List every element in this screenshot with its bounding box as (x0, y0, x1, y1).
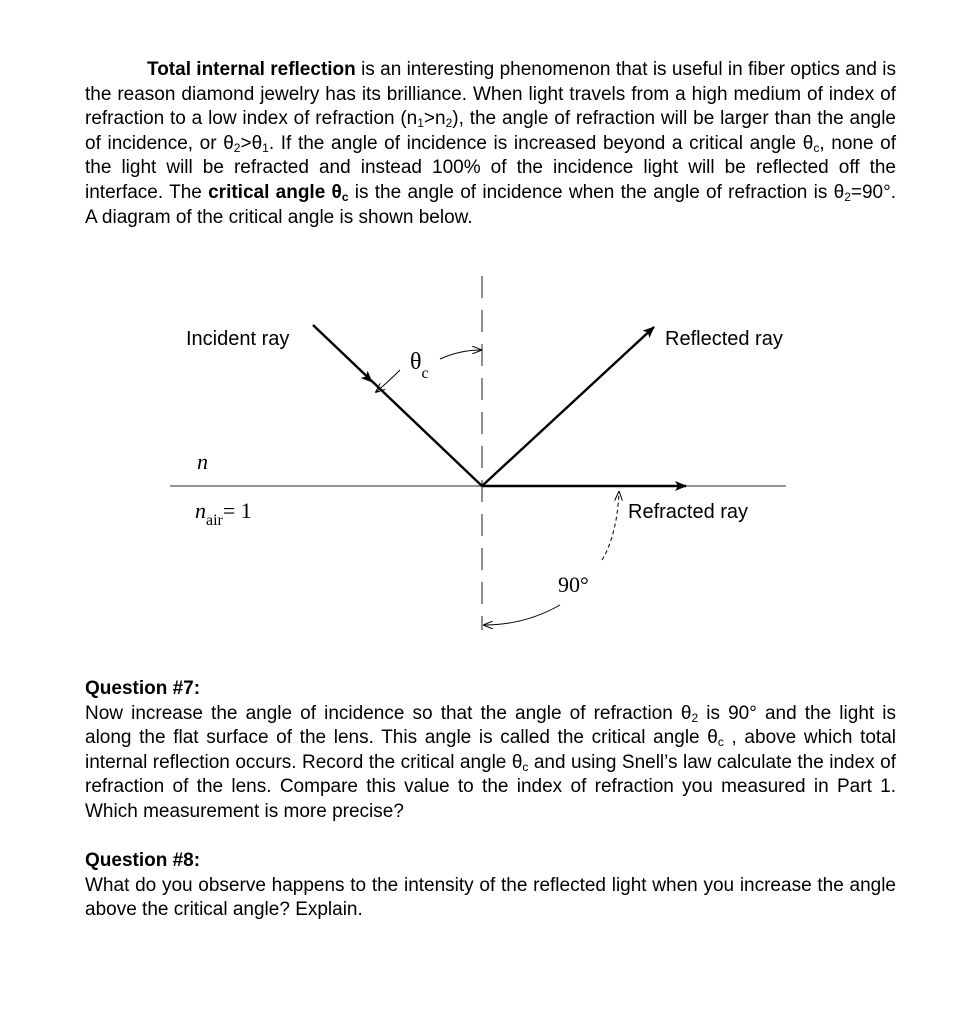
term-critical-angle: critical angle $\theta_c$ (208, 181, 349, 204)
question-8 (85, 849, 896, 923)
critical-angle-arc-left (376, 370, 400, 392)
refracted-ray-label: Refracted ray (628, 501, 749, 523)
n-air-label: nair= 1 (195, 498, 252, 529)
question-8-text: What do you observe happens to the intensity of the reflected light when you increase the angle above the critical angle? Explain. (85, 874, 896, 921)
question-7 (85, 677, 896, 825)
n-label: n (197, 449, 208, 474)
theta-c-label: θc (410, 349, 429, 382)
refraction-angle-arc-top (602, 492, 619, 560)
question-8-title: Question #8: (85, 850, 201, 871)
intro-paragraph: Total internal reflection is an interesting phenomenon that is useful in fiber optics and is the reason diamond jewelry has its brilliance. When light travels from a high medium of index of refraction to a low index of refraction $(n_1>n_2)$, the angle of refraction will be larger than the angle of incidence, or $\theta_2>\theta_1$. If the angle of incidence is increased beyond a critical angle $\theta_c$, none of the light will be refracted and instead 100% of the incidence light will be reflected off the interface. The critical angle $\theta_c$ is the angle of incidence when the angle of refraction is $\theta_2=90^\circ$. A diagram of the critical angle is shown below. (85, 59, 897, 228)
refraction-angle-arc-bottom (484, 605, 560, 625)
question-7-text: Now increase the angle of incidence so that the angle of refraction $\theta_2$ is 90° and the light is along the flat surface of the lens. This angle is called the critical angle $\theta_c$ , above which total internal reflection occurs. Record the critical angle $\theta_c$ and using Snell’s law calculate the index of refraction of the lens. Compare this value to the index of refraction you measured in Part 1. Which measurement is more precise? (85, 702, 897, 822)
question-7-title: Question #7: (85, 678, 201, 699)
term-total-internal-reflection: Total internal reflection (147, 59, 356, 80)
ninety-degree-label: 90° (558, 572, 589, 597)
reflected-ray (482, 327, 654, 486)
incident-ray-label: Incident ray (186, 328, 290, 350)
critical-angle-arc-right (440, 350, 481, 359)
critical-angle-diagram (0, 270, 972, 650)
incident-ray (313, 325, 482, 486)
reflected-ray-label: Reflected ray (665, 328, 783, 350)
